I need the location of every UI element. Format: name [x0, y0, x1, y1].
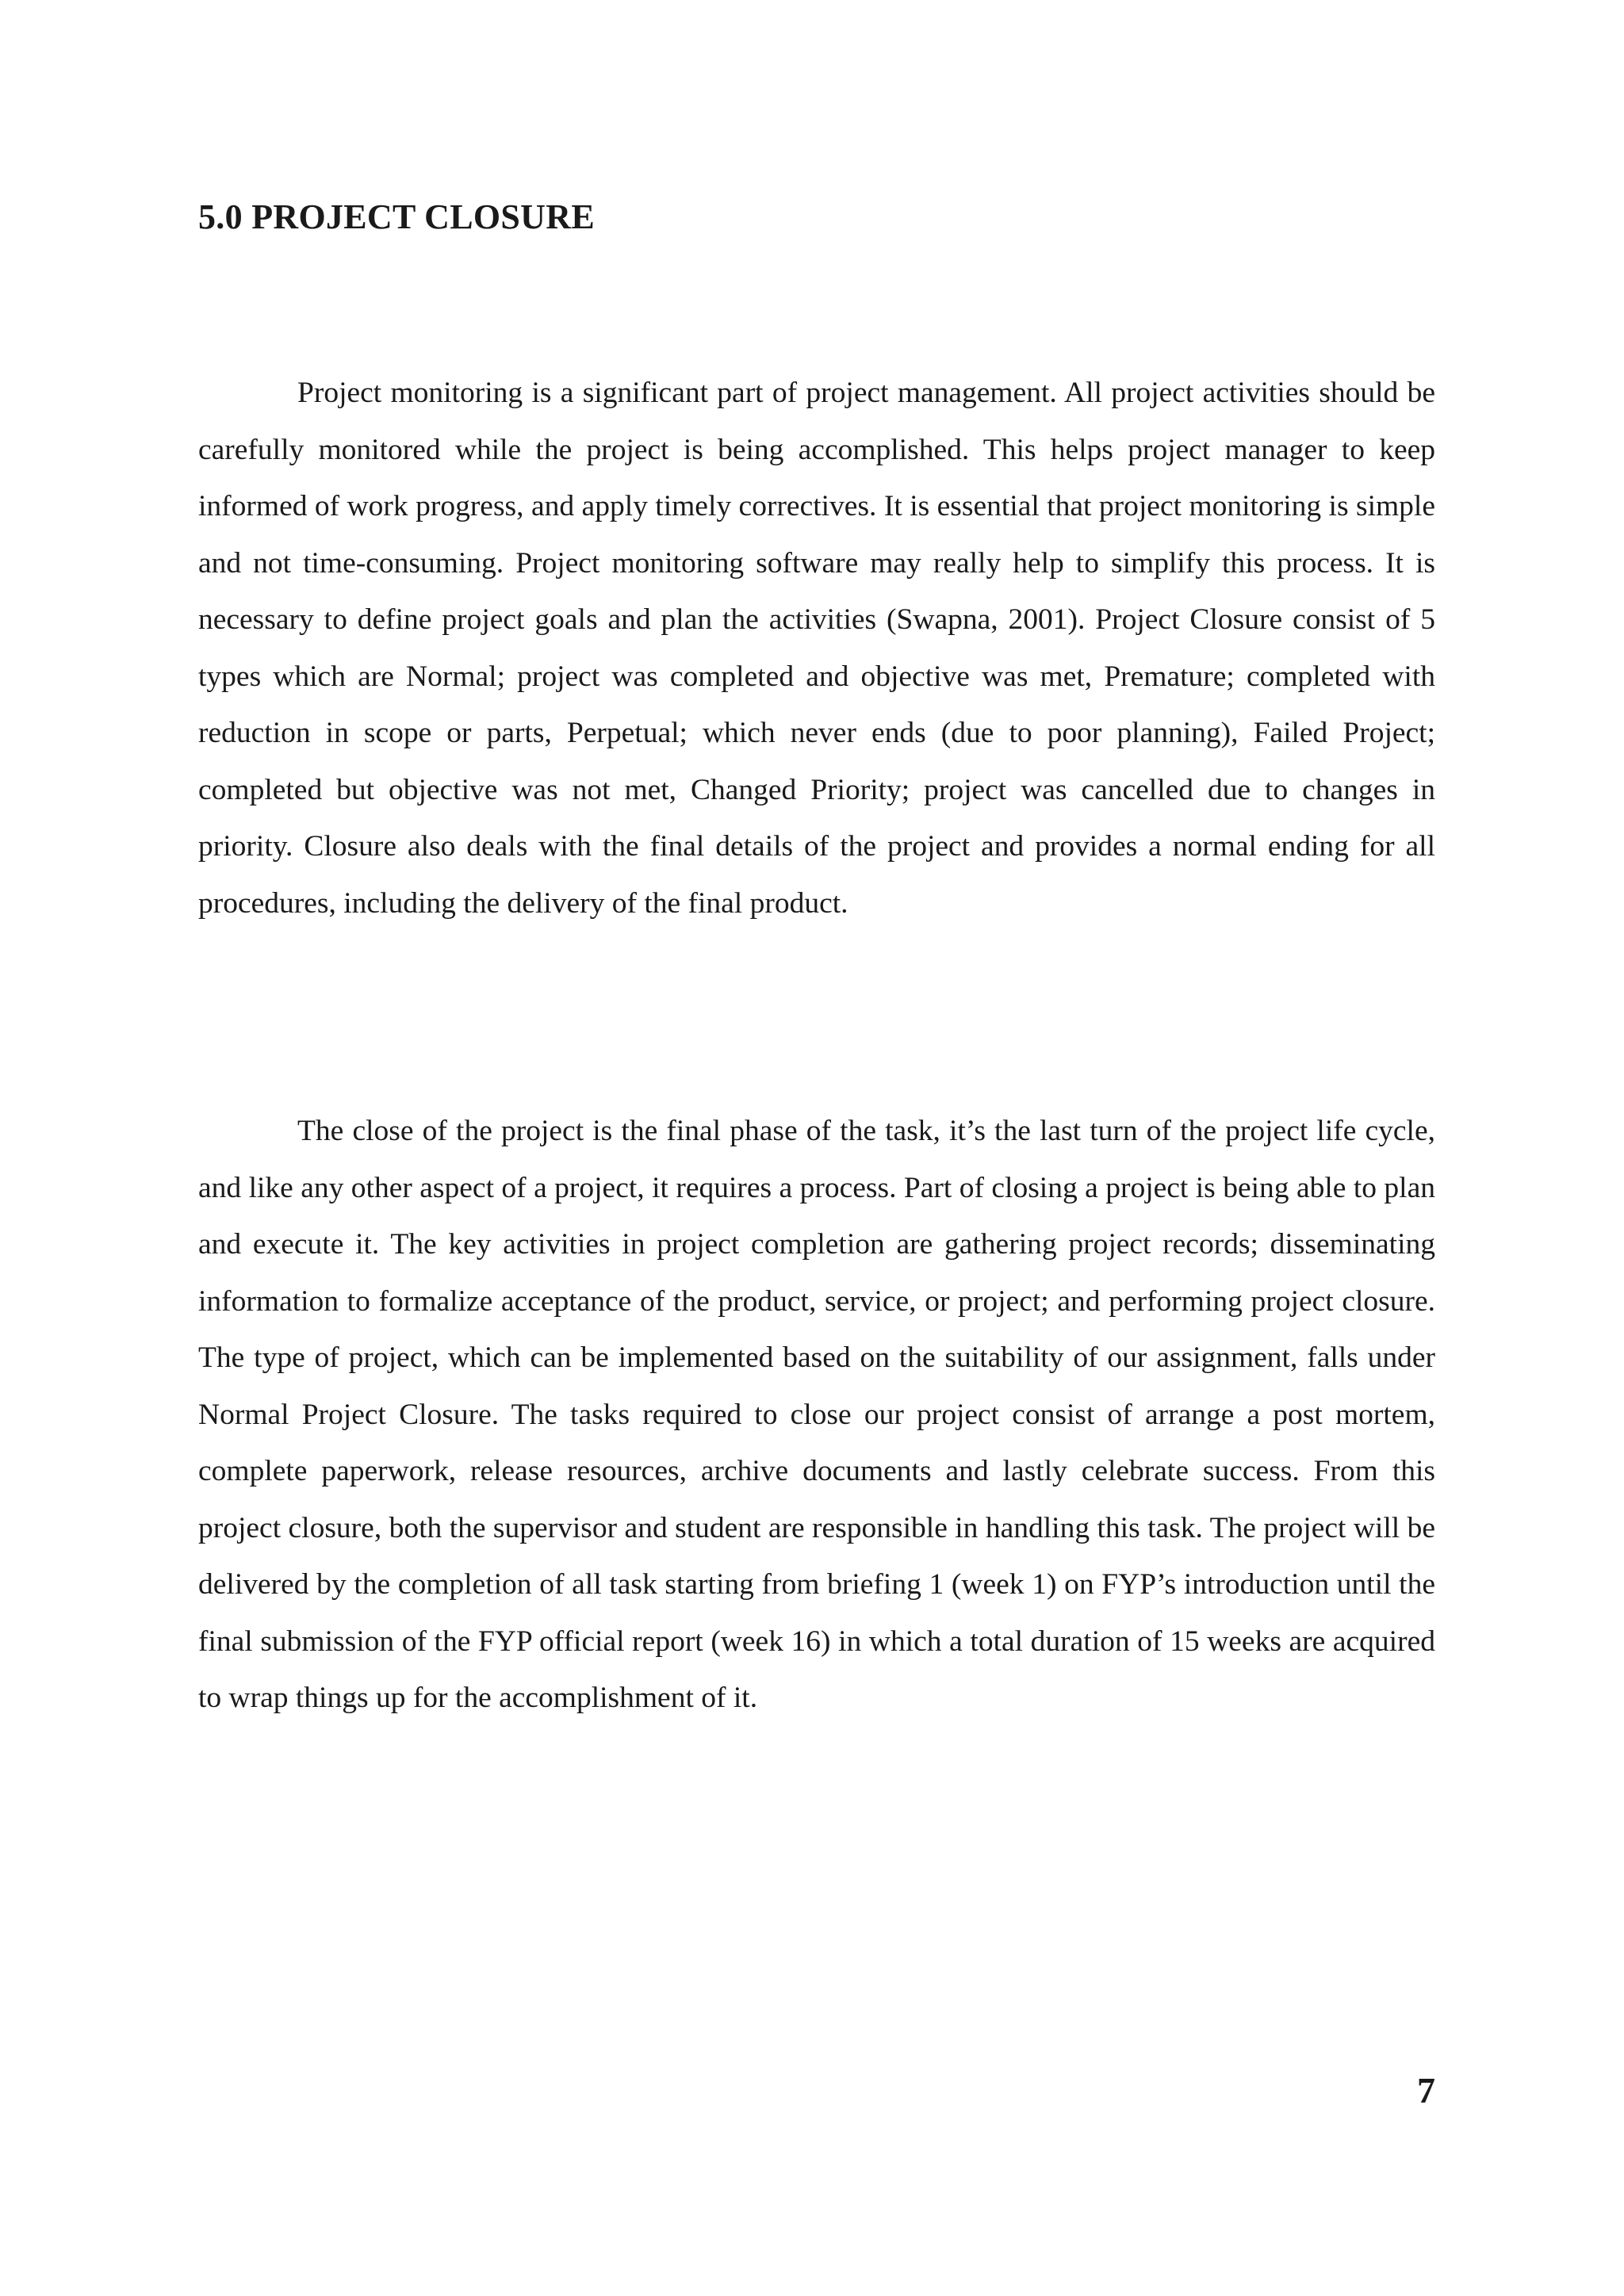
page-number: 7: [1417, 2070, 1435, 2110]
body-paragraph: The close of the project is the final phase of the task, it’s the last turn of the project life cycle, and like any other aspect of a project, it requires a process. Part of closing a project is being able to plan and execute it. The key activities in project completion are gathering project records; disseminating information to formalize acceptance of the product, service, or project; and performing project closure. The type of project, which can be implemented based on the suitability of our assignment, falls under Normal Project Closure. The tasks required to close our project consist of arrange a post mortem, complete paperwork, release resources, archive documents and lastly celebrate success. From this project closure, both the supervisor and student are responsible in handling this task. The project will be delivered by the completion of all task starting from briefing 1 (week 1) on FYP’s introduction until the final submission of the FYP official report (week 16) in which a total duration of 15 weeks are acquired to wrap things up for the accomplishment of it.: [198, 1115, 1435, 1714]
section-heading: 5.0 PROJECT CLOSURE: [198, 197, 595, 236]
body-paragraph: Project monitoring is a significant part of project management. All project activities should be carefully monitored while the project is being accomplished. This helps project manager to keep informed of work progress, and apply timely correctives. It is essential that project monitoring is simple and not time-consuming. Project monitoring software may really help to simplify this process. It is necessary to define project goals and plan the activities (Swapna, 2001). Project Closure consist of 5 types which are Normal; project was completed and objective was met, Premature; completed with reduction in scope or parts, Perpetual; which never ends (due to poor planning), Failed Project; completed but objective was not met, Changed Priority; project was cancelled due to changes in priority. Closure also deals with the final details of the project and provides a normal ending for all procedures, including the delivery of the final product.: [198, 377, 1435, 920]
